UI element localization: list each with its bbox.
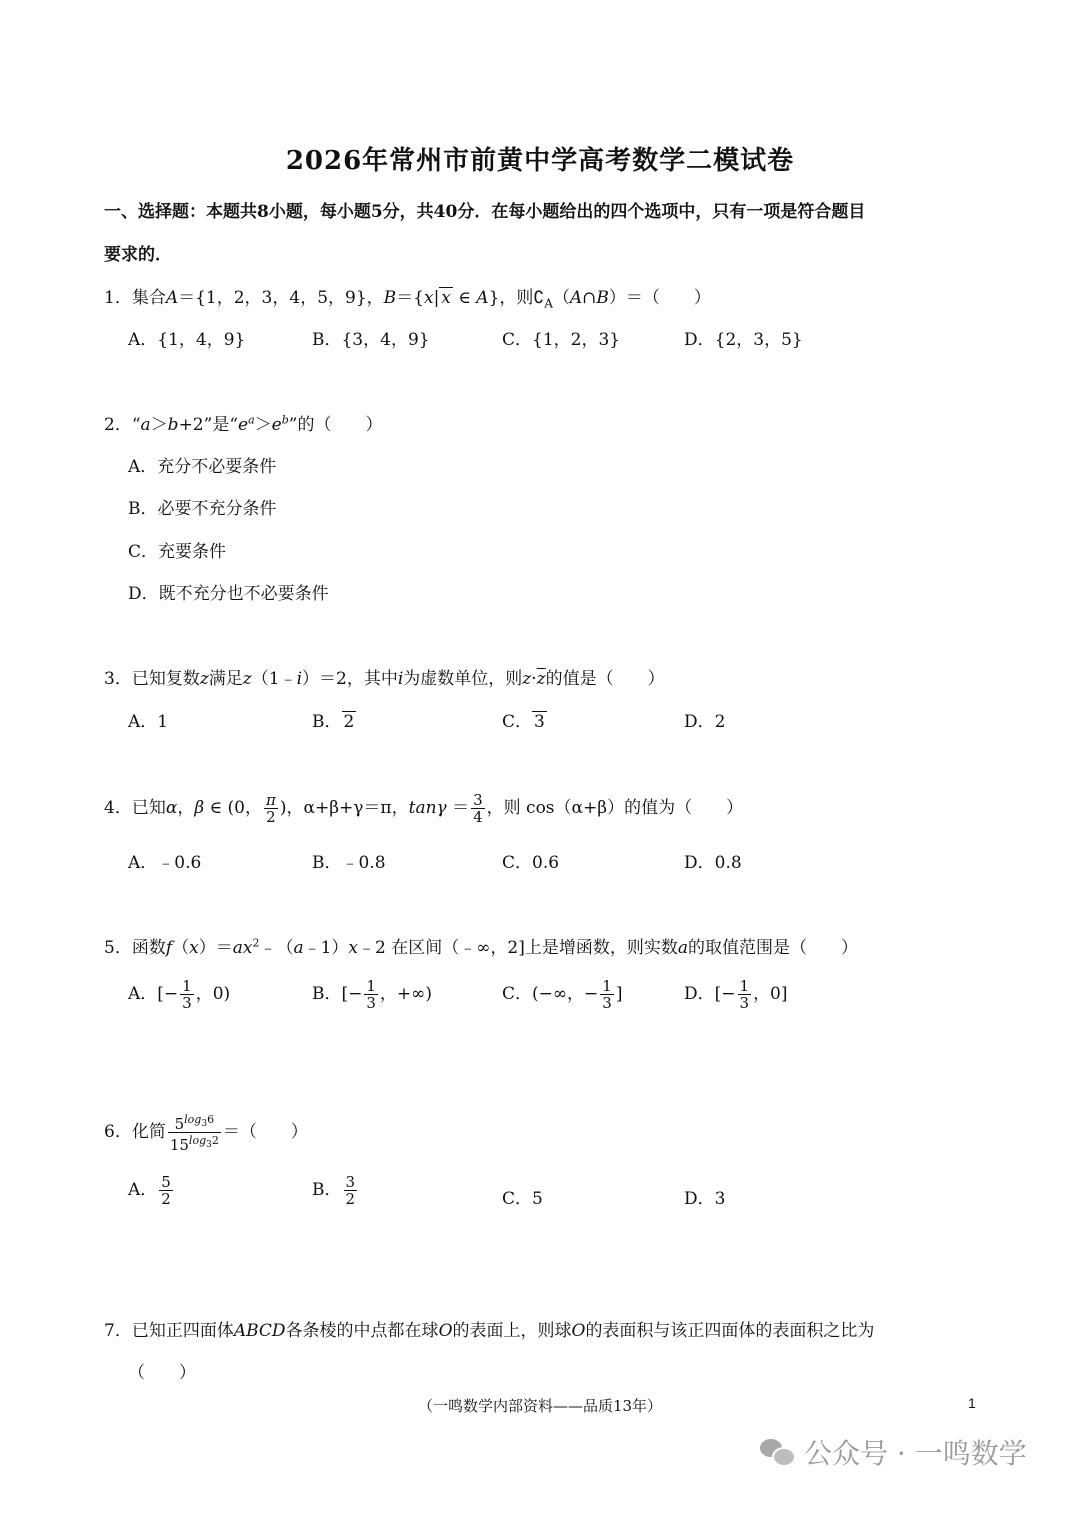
q4-option-b[interactable]: B．﹣0.8 (312, 853, 386, 873)
q1-option-a[interactable]: A．{1，4，9} (128, 330, 246, 350)
q1-option-b[interactable]: B．{3，4，9} (312, 330, 430, 350)
q4-option-a[interactable]: A．﹣0.6 (128, 853, 202, 873)
question-5 (104, 933, 858, 958)
q3-option-b[interactable]: B． 2 (312, 712, 355, 732)
q6-option-b[interactable]: B． $\frac{3}{2}$ (312, 1173, 356, 1208)
watermark-text: 公众号 · 一鸣数学 (804, 1437, 1027, 1470)
q2-option-c[interactable]: C．充要条件 (128, 542, 227, 562)
wechat-icon (760, 1437, 794, 1467)
question-number: 7． (104, 1321, 132, 1341)
q1-option-d[interactable]: D．{2，3，5} (684, 330, 803, 350)
question-7-cont: （ ） (128, 1363, 196, 1383)
question-stem: 已知正四面体ABCD各条棱的中点都在球O的表面上，则球O的表面积与该正四面体的表面积之比为 (131, 1321, 875, 1341)
question-6 (104, 1112, 308, 1153)
q4-option-d[interactable]: D．0.8 (684, 853, 742, 873)
q6-option-c[interactable]: C．5 (502, 1189, 543, 1209)
page-title: 2026年常州市前黄中学高考数学二模试卷 (285, 146, 795, 176)
q3-option-c[interactable]: C． 3 (502, 712, 545, 732)
question-stem: 已知复数z满足z（1﹣i）＝2，其中i为虚数单位，则$z\cdot\overline{z}$的值是（ ） (131, 669, 665, 689)
q5-option-d[interactable]: D．[− $\frac{1}{3}$ ，0] (684, 977, 788, 1012)
question-number: 4． (104, 798, 132, 818)
question-2 (104, 410, 382, 435)
question-number: 1． (104, 288, 132, 308)
q5-option-c[interactable]: C．(−∞，− $\frac{1}{3}$ ] (502, 977, 623, 1012)
q5-option-a[interactable]: A．[− $\frac{1}{3}$ ，0) (128, 977, 231, 1012)
question-number: 6． (104, 1122, 132, 1143)
question-1 (104, 283, 711, 310)
q6-option-a[interactable]: A． $\frac{5}{2}$ (128, 1173, 171, 1208)
question-stem: “a＞b+2”是“$e^a>e^b$”的（ ） (131, 413, 383, 435)
section-heading-cont: 要求的． (104, 245, 172, 265)
question-stem: 集合A＝{1，2，3，4，5，9}，B＝{x| x ∈ A}，则$∁_A(A\cap B)=$（ ） (131, 288, 711, 311)
q3-option-d[interactable]: D．2 (684, 712, 726, 732)
q1-option-c[interactable]: C．{1，2，3} (502, 330, 621, 350)
question-stem: 已知α，β ∈ (0， $\frac{\pi}{2}$ )，α+β+γ＝π，tanγ ＝ $\frac{3}{4}$ ，则 cos（α+β）的值为（ ） (131, 791, 744, 826)
question-number: 3． (104, 669, 132, 689)
question-stem: 函数$f(x)=ax^2﹣(a﹣1)x﹣2$ 在区间（﹣∞，2]上是增函数，则实数a的取值范围是（ ） (131, 936, 858, 958)
question-3 (104, 664, 665, 689)
question-4 (104, 792, 743, 825)
question-stem: 化简 $\frac{5^{log_36}}{15^{log_32}}$ ＝（ ） (131, 1113, 308, 1155)
q6-option-d[interactable]: D．3 (684, 1189, 726, 1209)
question-number: 2． (104, 415, 132, 435)
footer: （一鸣数学内部资料——品质13年） (417, 1397, 663, 1415)
q2-option-a[interactable]: A．充分不必要条件 (128, 457, 277, 477)
q2-option-b[interactable]: B．必要不充分条件 (128, 499, 277, 519)
watermark (760, 1432, 1027, 1472)
section-heading: 一、选择题：本题共8小题，每小题5分，共40分．在每小题给出的四个选项中，只有一项是符合题目 (104, 202, 866, 222)
question-7 (104, 1316, 874, 1341)
q5-option-b[interactable]: B．[− $\frac{1}{3}$ ，+∞) (312, 977, 432, 1012)
page-number: 1 (968, 1395, 976, 1411)
question-number: 5． (104, 938, 132, 958)
q3-option-a[interactable]: A．1 (128, 712, 169, 732)
q4-option-c[interactable]: C．0.6 (502, 853, 560, 873)
q2-option-d[interactable]: D．既不充分也不必要条件 (128, 584, 329, 604)
